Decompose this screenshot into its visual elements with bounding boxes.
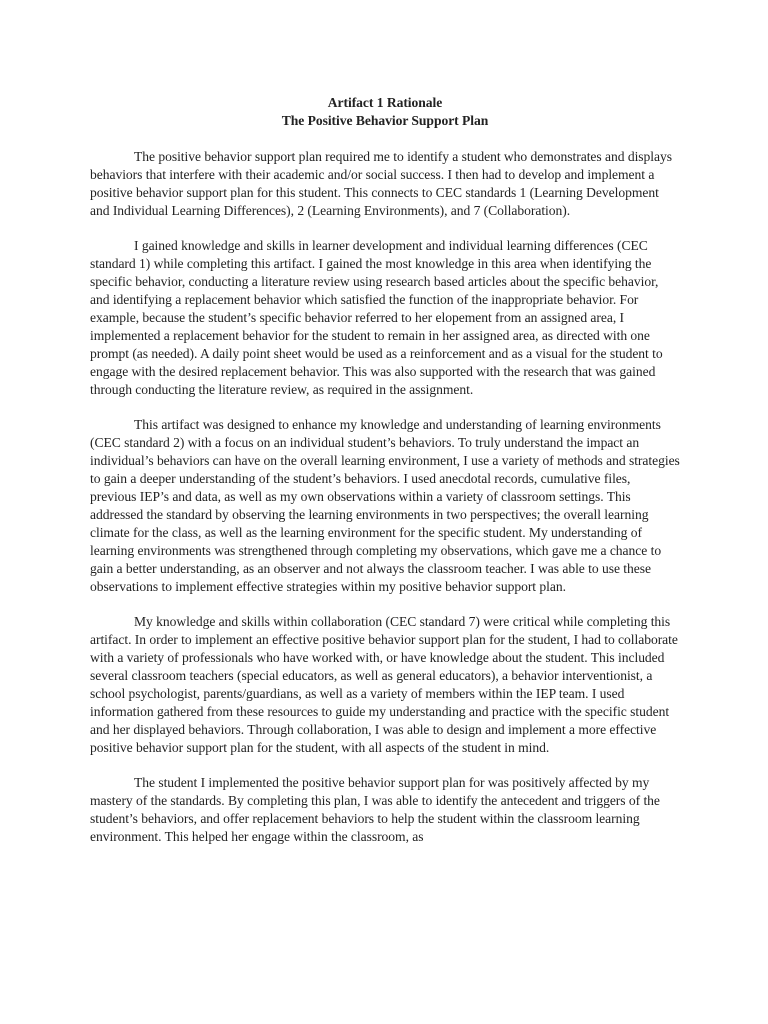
document-body bbox=[90, 94, 680, 864]
paragraph-standard-7: My knowledge and skills within collaboration (CEC standard 7) were critical while completing this artifact. In order to implement an effective positive behavior support plan for the student, I had to collaborate with a variety of professionals who have worked with, or have knowledge about the student. This included several classroom teachers (special educators, as well as general educators), a behavior interventionist, a school psychologist, parents/guardians, as well as a variety of members within the IEP team. I used information gathered from these resources to guide my understanding and practice with the specific student and her displayed behaviors. Through collaboration, I was able to design and implement a more effective positive behavior support plan for the student, with all aspects of the student in mind. bbox=[90, 614, 678, 755]
paragraph-overview: The positive behavior support plan required me to identify a student who demonstrates and displays behaviors that interfere with their academic and/or social success. I then had to develop and implement a positive behavior support plan for this student. This connects to CEC standards 1 (Learning Development and Individual Learning Differences), 2 (Learning Environments), and 7 (Collaboration). bbox=[90, 148, 672, 218]
document-title: Artifact 1 Rationale bbox=[327, 95, 443, 110]
paragraph-standard-1: I gained knowledge and skills in learner development and individual learning differences (CEC standard 1) while completing this artifact. I gained the most knowledge in this area when identifying the specific behavior, conducting a literature review using research based articles about the specific behavior, and identifying a replacement behavior which satisfied the function of the inappropriate behavior. For example, because the student’s specific behavior referred to her elopement from an assigned area, I implemented a replacement behavior for the student to remain in her assigned area, as directed with one prompt (as needed). A daily point sheet would be used as a reinforcement and as a visual for the student to engage with the desired replacement behavior. This was also supported with the research that was gained through conducting the literature review, as required in the assignment. bbox=[90, 238, 663, 397]
paragraph-standard-2: This artifact was designed to enhance my knowledge and understanding of learning environments (CEC standard 2) with a focus on an individual student’s behaviors. To truly understand the impact an individual’s behaviors can have on the overall learning environment, I use a variety of methods and strategies to gain a deeper understanding of the student’s behaviors. I used anecdotal records, cumulative files, previous IEP’s and data, as well as my own observations within a variety of classroom settings. This addressed the standard by observing the learning environments in two perspectives; the overall learning climate for the class, as well as the learning environment for the specific student. My understanding of learning environments was strengthened through completing my observations, which gave me a chance to gain a better understanding, as an observer and not always the classroom teacher. I was able to use these observations to implement effective strategies within my positive behavior support plan. bbox=[90, 417, 680, 594]
paragraph-student-impact: The student I implemented the positive behavior support plan for was positively affected by my mastery of the standards. By completing this plan, I was able to identify the antecedent and triggers of the student’s behaviors, and offer replacement behaviors to help the student within the classroom learning environment. This helped her engage within the classroom, as bbox=[90, 775, 660, 845]
document-subtitle: The Positive Behavior Support Plan bbox=[281, 112, 489, 128]
